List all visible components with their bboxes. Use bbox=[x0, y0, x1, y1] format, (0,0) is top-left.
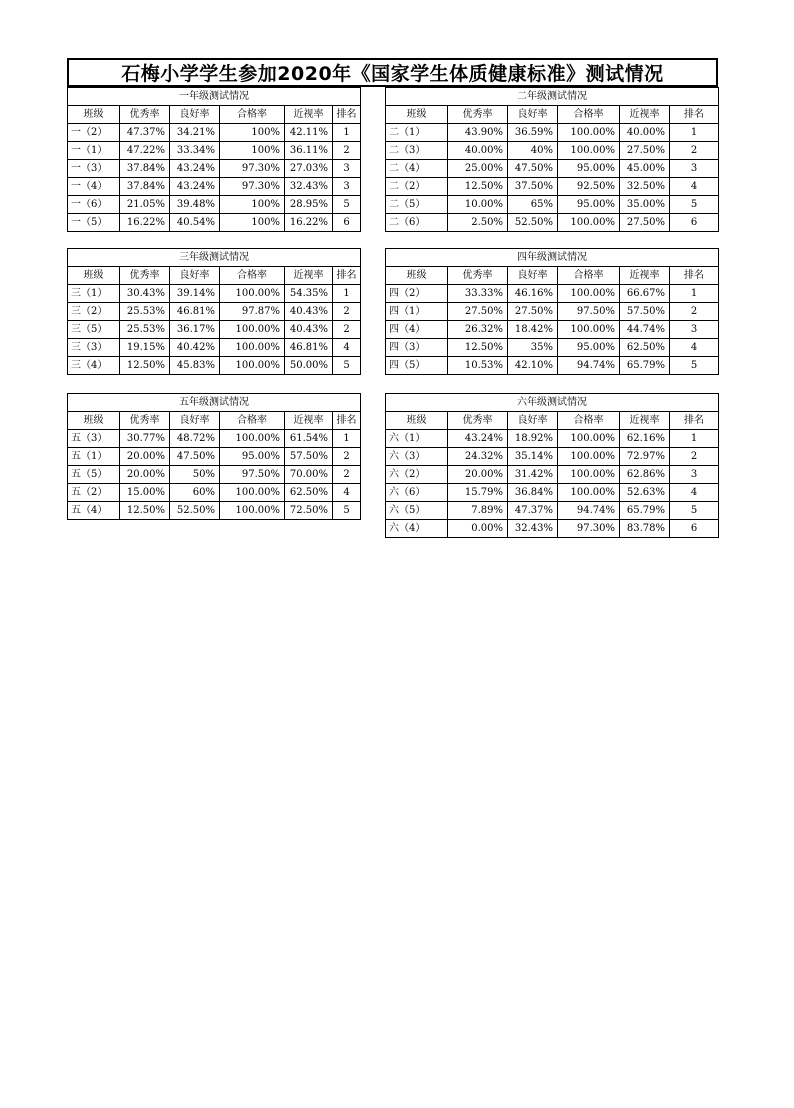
rate-cell: 94.74% bbox=[558, 502, 620, 520]
rate-cell: 25.00% bbox=[448, 160, 508, 178]
rate-cell: 62.50% bbox=[620, 339, 670, 357]
rate-cell: 57.50% bbox=[620, 303, 670, 321]
table-row bbox=[386, 124, 719, 142]
rank-cell: 2 bbox=[333, 321, 361, 339]
rate-cell: 45.00% bbox=[620, 160, 670, 178]
rate-cell: 62.16% bbox=[620, 430, 670, 448]
column-header: 优秀率 bbox=[120, 106, 170, 124]
rank-cell: 1 bbox=[670, 124, 719, 142]
table-row bbox=[68, 196, 361, 214]
class-cell: 四（2） bbox=[386, 285, 448, 303]
rate-cell: 52.50% bbox=[508, 214, 558, 232]
class-cell: 四（1） bbox=[386, 303, 448, 321]
rate-cell: 47.22% bbox=[120, 142, 170, 160]
class-cell: 六（2） bbox=[386, 466, 448, 484]
column-header: 班级 bbox=[386, 267, 448, 285]
column-header: 良好率 bbox=[170, 412, 220, 430]
rate-cell: 43.90% bbox=[448, 124, 508, 142]
rate-cell: 50.00% bbox=[285, 357, 333, 375]
class-cell: 三（2） bbox=[68, 303, 120, 321]
rate-cell: 50% bbox=[170, 466, 220, 484]
table-caption: 四年级测试情况 bbox=[386, 249, 719, 267]
rate-cell: 65.79% bbox=[620, 357, 670, 375]
rate-cell: 35.14% bbox=[508, 448, 558, 466]
class-cell: 二（3） bbox=[386, 142, 448, 160]
column-header: 班级 bbox=[68, 106, 120, 124]
rate-cell: 66.67% bbox=[620, 285, 670, 303]
rate-cell: 100.00% bbox=[558, 285, 620, 303]
table-row bbox=[68, 214, 361, 232]
rate-cell: 72.50% bbox=[285, 502, 333, 520]
rate-cell: 27.50% bbox=[620, 214, 670, 232]
class-cell: 五（3） bbox=[68, 430, 120, 448]
class-cell: 六（3） bbox=[386, 448, 448, 466]
column-header: 合格率 bbox=[558, 267, 620, 285]
rate-cell: 36.59% bbox=[508, 124, 558, 142]
rate-cell: 100.00% bbox=[558, 448, 620, 466]
rate-cell: 36.17% bbox=[170, 321, 220, 339]
rank-cell: 2 bbox=[670, 448, 719, 466]
column-header: 近视率 bbox=[620, 106, 670, 124]
grade-6-table bbox=[385, 393, 719, 538]
class-cell: 五（1） bbox=[68, 448, 120, 466]
rank-cell: 4 bbox=[670, 484, 719, 502]
class-cell: 三（4） bbox=[68, 357, 120, 375]
rate-cell: 12.50% bbox=[448, 339, 508, 357]
table-row bbox=[386, 321, 719, 339]
column-header: 排名 bbox=[670, 412, 719, 430]
class-cell: 二（6） bbox=[386, 214, 448, 232]
rate-cell: 62.50% bbox=[285, 484, 333, 502]
rate-cell: 40.43% bbox=[285, 303, 333, 321]
rate-cell: 43.24% bbox=[170, 178, 220, 196]
rank-cell: 5 bbox=[333, 502, 361, 520]
rate-cell: 35% bbox=[508, 339, 558, 357]
table-caption: 二年级测试情况 bbox=[386, 88, 719, 106]
class-cell: 六（4） bbox=[386, 520, 448, 538]
rate-cell: 40.00% bbox=[620, 124, 670, 142]
rank-cell: 3 bbox=[670, 160, 719, 178]
rate-cell: 65.79% bbox=[620, 502, 670, 520]
rate-cell: 20.00% bbox=[448, 466, 508, 484]
column-header: 近视率 bbox=[285, 267, 333, 285]
rate-cell: 35.00% bbox=[620, 196, 670, 214]
class-cell: 一（2） bbox=[68, 124, 120, 142]
table-row bbox=[68, 285, 361, 303]
column-header: 优秀率 bbox=[120, 412, 170, 430]
column-header: 排名 bbox=[670, 267, 719, 285]
rate-cell: 70.00% bbox=[285, 466, 333, 484]
rate-cell: 43.24% bbox=[448, 430, 508, 448]
header-row bbox=[68, 106, 361, 124]
rank-cell: 2 bbox=[333, 142, 361, 160]
column-header: 近视率 bbox=[285, 106, 333, 124]
table-row bbox=[68, 448, 361, 466]
rate-cell: 48.72% bbox=[170, 430, 220, 448]
rate-cell: 100.00% bbox=[220, 321, 285, 339]
column-header: 班级 bbox=[386, 412, 448, 430]
table-row bbox=[386, 520, 719, 538]
table-row bbox=[386, 160, 719, 178]
rank-cell: 1 bbox=[333, 430, 361, 448]
rate-cell: 21.05% bbox=[120, 196, 170, 214]
rate-cell: 40.43% bbox=[285, 321, 333, 339]
rate-cell: 47.37% bbox=[508, 502, 558, 520]
rate-cell: 30.43% bbox=[120, 285, 170, 303]
table-row bbox=[386, 484, 719, 502]
rank-cell: 4 bbox=[670, 339, 719, 357]
column-header: 良好率 bbox=[170, 106, 220, 124]
rate-cell: 95.00% bbox=[558, 196, 620, 214]
table-row bbox=[68, 303, 361, 321]
grade-5-table bbox=[67, 393, 361, 520]
rate-cell: 100.00% bbox=[220, 430, 285, 448]
rate-cell: 94.74% bbox=[558, 357, 620, 375]
rank-cell: 5 bbox=[333, 196, 361, 214]
rank-cell: 6 bbox=[333, 214, 361, 232]
class-cell: 四（5） bbox=[386, 357, 448, 375]
column-header: 合格率 bbox=[558, 412, 620, 430]
table-row bbox=[68, 466, 361, 484]
class-cell: 三（5） bbox=[68, 321, 120, 339]
column-header: 排名 bbox=[333, 412, 361, 430]
rate-cell: 46.81% bbox=[170, 303, 220, 321]
class-cell: 一（3） bbox=[68, 160, 120, 178]
column-header: 近视率 bbox=[620, 267, 670, 285]
rank-cell: 5 bbox=[670, 196, 719, 214]
rank-cell: 3 bbox=[333, 178, 361, 196]
column-header: 排名 bbox=[333, 267, 361, 285]
rate-cell: 16.22% bbox=[120, 214, 170, 232]
rate-cell: 37.50% bbox=[508, 178, 558, 196]
class-cell: 三（1） bbox=[68, 285, 120, 303]
rate-cell: 36.11% bbox=[285, 142, 333, 160]
table-row bbox=[386, 466, 719, 484]
rate-cell: 40.42% bbox=[170, 339, 220, 357]
rate-cell: 62.86% bbox=[620, 466, 670, 484]
rate-cell: 2.50% bbox=[448, 214, 508, 232]
rate-cell: 100.00% bbox=[220, 339, 285, 357]
rank-cell: 6 bbox=[670, 520, 719, 538]
rank-cell: 5 bbox=[670, 502, 719, 520]
rate-cell: 72.97% bbox=[620, 448, 670, 466]
column-header: 合格率 bbox=[220, 106, 285, 124]
table-row bbox=[68, 178, 361, 196]
column-header: 优秀率 bbox=[448, 267, 508, 285]
table-caption: 五年级测试情况 bbox=[68, 394, 361, 412]
rate-cell: 97.30% bbox=[220, 160, 285, 178]
rate-cell: 32.43% bbox=[508, 520, 558, 538]
table-row bbox=[386, 142, 719, 160]
table-row bbox=[68, 339, 361, 357]
grade-4-table bbox=[385, 248, 719, 375]
table-row bbox=[68, 124, 361, 142]
rate-cell: 7.89% bbox=[448, 502, 508, 520]
header-row bbox=[68, 267, 361, 285]
column-header: 优秀率 bbox=[448, 412, 508, 430]
rank-cell: 3 bbox=[670, 321, 719, 339]
rate-cell: 18.42% bbox=[508, 321, 558, 339]
rate-cell: 92.50% bbox=[558, 178, 620, 196]
rate-cell: 95.00% bbox=[220, 448, 285, 466]
rate-cell: 15.00% bbox=[120, 484, 170, 502]
rate-cell: 27.03% bbox=[285, 160, 333, 178]
rank-cell: 1 bbox=[670, 285, 719, 303]
rate-cell: 20.00% bbox=[120, 466, 170, 484]
column-header: 良好率 bbox=[508, 267, 558, 285]
rate-cell: 52.50% bbox=[170, 502, 220, 520]
column-header: 合格率 bbox=[558, 106, 620, 124]
rate-cell: 95.00% bbox=[558, 160, 620, 178]
rate-cell: 42.10% bbox=[508, 357, 558, 375]
rate-cell: 100% bbox=[220, 196, 285, 214]
table-row bbox=[386, 502, 719, 520]
rate-cell: 46.16% bbox=[508, 285, 558, 303]
column-header: 近视率 bbox=[620, 412, 670, 430]
column-header: 合格率 bbox=[220, 412, 285, 430]
rate-cell: 32.43% bbox=[285, 178, 333, 196]
header-row bbox=[386, 412, 719, 430]
grade-2-table bbox=[385, 87, 719, 232]
rate-cell: 100.00% bbox=[220, 484, 285, 502]
rank-cell: 4 bbox=[333, 339, 361, 357]
rank-cell: 2 bbox=[670, 303, 719, 321]
rank-cell: 4 bbox=[670, 178, 719, 196]
column-header: 合格率 bbox=[220, 267, 285, 285]
table-row bbox=[68, 430, 361, 448]
rate-cell: 10.53% bbox=[448, 357, 508, 375]
rate-cell: 34.21% bbox=[170, 124, 220, 142]
class-cell: 六（5） bbox=[386, 502, 448, 520]
rate-cell: 33.33% bbox=[448, 285, 508, 303]
class-cell: 二（5） bbox=[386, 196, 448, 214]
rate-cell: 27.50% bbox=[508, 303, 558, 321]
rate-cell: 39.48% bbox=[170, 196, 220, 214]
rank-cell: 2 bbox=[333, 448, 361, 466]
rate-cell: 100.00% bbox=[220, 285, 285, 303]
rate-cell: 47.37% bbox=[120, 124, 170, 142]
rank-cell: 1 bbox=[670, 430, 719, 448]
class-cell: 三（3） bbox=[68, 339, 120, 357]
rank-cell: 2 bbox=[333, 466, 361, 484]
table-row bbox=[68, 484, 361, 502]
column-header: 班级 bbox=[68, 412, 120, 430]
rate-cell: 18.92% bbox=[508, 430, 558, 448]
rank-cell: 4 bbox=[333, 484, 361, 502]
rate-cell: 40% bbox=[508, 142, 558, 160]
column-header: 排名 bbox=[333, 106, 361, 124]
table-row bbox=[386, 303, 719, 321]
rate-cell: 97.30% bbox=[220, 178, 285, 196]
rate-cell: 52.63% bbox=[620, 484, 670, 502]
rate-cell: 12.50% bbox=[120, 357, 170, 375]
header-row bbox=[386, 267, 719, 285]
rate-cell: 95.00% bbox=[558, 339, 620, 357]
class-cell: 五（4） bbox=[68, 502, 120, 520]
table-caption: 一年级测试情况 bbox=[68, 88, 361, 106]
rate-cell: 47.50% bbox=[170, 448, 220, 466]
class-cell: 一（6） bbox=[68, 196, 120, 214]
class-cell: 一（5） bbox=[68, 214, 120, 232]
table-row bbox=[68, 502, 361, 520]
rate-cell: 45.83% bbox=[170, 357, 220, 375]
rate-cell: 30.77% bbox=[120, 430, 170, 448]
rate-cell: 65% bbox=[508, 196, 558, 214]
table-row bbox=[386, 339, 719, 357]
header-row bbox=[386, 106, 719, 124]
rate-cell: 100% bbox=[220, 142, 285, 160]
rank-cell: 5 bbox=[333, 357, 361, 375]
rate-cell: 39.14% bbox=[170, 285, 220, 303]
rate-cell: 100.00% bbox=[558, 484, 620, 502]
column-header: 优秀率 bbox=[120, 267, 170, 285]
rate-cell: 97.50% bbox=[220, 466, 285, 484]
rate-cell: 97.50% bbox=[558, 303, 620, 321]
rank-cell: 5 bbox=[670, 357, 719, 375]
rate-cell: 25.53% bbox=[120, 303, 170, 321]
rate-cell: 100.00% bbox=[558, 321, 620, 339]
rate-cell: 100.00% bbox=[558, 466, 620, 484]
grade-3-table bbox=[67, 248, 361, 375]
page-title: 石梅小学学生参加2020年《国家学生体质健康标准》测试情况 bbox=[67, 58, 718, 87]
rate-cell: 40.54% bbox=[170, 214, 220, 232]
rate-cell: 26.32% bbox=[448, 321, 508, 339]
table-row bbox=[386, 357, 719, 375]
rate-cell: 97.87% bbox=[220, 303, 285, 321]
rate-cell: 100.00% bbox=[558, 142, 620, 160]
rate-cell: 37.84% bbox=[120, 178, 170, 196]
class-cell: 二（2） bbox=[386, 178, 448, 196]
column-header: 近视率 bbox=[285, 412, 333, 430]
rate-cell: 37.84% bbox=[120, 160, 170, 178]
rate-cell: 100% bbox=[220, 214, 285, 232]
class-cell: 一（1） bbox=[68, 142, 120, 160]
rate-cell: 27.50% bbox=[620, 142, 670, 160]
class-cell: 五（2） bbox=[68, 484, 120, 502]
rate-cell: 12.50% bbox=[448, 178, 508, 196]
rank-cell: 1 bbox=[333, 285, 361, 303]
rank-cell: 3 bbox=[670, 466, 719, 484]
rate-cell: 57.50% bbox=[285, 448, 333, 466]
rate-cell: 47.50% bbox=[508, 160, 558, 178]
class-cell: 四（3） bbox=[386, 339, 448, 357]
rate-cell: 100.00% bbox=[220, 357, 285, 375]
column-header: 班级 bbox=[68, 267, 120, 285]
rate-cell: 24.32% bbox=[448, 448, 508, 466]
rate-cell: 42.11% bbox=[285, 124, 333, 142]
rank-cell: 6 bbox=[670, 214, 719, 232]
rate-cell: 10.00% bbox=[448, 196, 508, 214]
rate-cell: 100.00% bbox=[220, 502, 285, 520]
table-row bbox=[386, 178, 719, 196]
table-row bbox=[68, 160, 361, 178]
rate-cell: 15.79% bbox=[448, 484, 508, 502]
rate-cell: 16.22% bbox=[285, 214, 333, 232]
rate-cell: 0.00% bbox=[448, 520, 508, 538]
column-header: 优秀率 bbox=[448, 106, 508, 124]
rate-cell: 28.95% bbox=[285, 196, 333, 214]
class-cell: 五（5） bbox=[68, 466, 120, 484]
rate-cell: 44.74% bbox=[620, 321, 670, 339]
column-header: 排名 bbox=[670, 106, 719, 124]
header-row bbox=[68, 412, 361, 430]
table-caption: 三年级测试情况 bbox=[68, 249, 361, 267]
table-caption: 六年级测试情况 bbox=[386, 394, 719, 412]
rank-cell: 2 bbox=[670, 142, 719, 160]
rate-cell: 60% bbox=[170, 484, 220, 502]
grade-1-table bbox=[67, 87, 361, 232]
rate-cell: 33.34% bbox=[170, 142, 220, 160]
table-row bbox=[386, 214, 719, 232]
table-row bbox=[386, 448, 719, 466]
rate-cell: 36.84% bbox=[508, 484, 558, 502]
table-row bbox=[68, 142, 361, 160]
class-cell: 二（4） bbox=[386, 160, 448, 178]
class-cell: 四（4） bbox=[386, 321, 448, 339]
table-row bbox=[386, 196, 719, 214]
rate-cell: 19.15% bbox=[120, 339, 170, 357]
rate-cell: 83.78% bbox=[620, 520, 670, 538]
rate-cell: 43.24% bbox=[170, 160, 220, 178]
rate-cell: 100.00% bbox=[558, 430, 620, 448]
rank-cell: 2 bbox=[333, 303, 361, 321]
rate-cell: 20.00% bbox=[120, 448, 170, 466]
rate-cell: 97.30% bbox=[558, 520, 620, 538]
class-cell: 六（1） bbox=[386, 430, 448, 448]
column-header: 良好率 bbox=[170, 267, 220, 285]
rate-cell: 40.00% bbox=[448, 142, 508, 160]
rate-cell: 25.53% bbox=[120, 321, 170, 339]
table-row bbox=[386, 285, 719, 303]
class-cell: 二（1） bbox=[386, 124, 448, 142]
rate-cell: 100% bbox=[220, 124, 285, 142]
rate-cell: 100.00% bbox=[558, 214, 620, 232]
column-header: 良好率 bbox=[508, 106, 558, 124]
table-row bbox=[386, 430, 719, 448]
rank-cell: 3 bbox=[333, 160, 361, 178]
column-header: 班级 bbox=[386, 106, 448, 124]
table-row bbox=[68, 321, 361, 339]
rate-cell: 27.50% bbox=[448, 303, 508, 321]
column-header: 良好率 bbox=[508, 412, 558, 430]
class-cell: 六（6） bbox=[386, 484, 448, 502]
rate-cell: 32.50% bbox=[620, 178, 670, 196]
rate-cell: 12.50% bbox=[120, 502, 170, 520]
rate-cell: 61.54% bbox=[285, 430, 333, 448]
table-row bbox=[68, 357, 361, 375]
rate-cell: 54.35% bbox=[285, 285, 333, 303]
rate-cell: 31.42% bbox=[508, 466, 558, 484]
class-cell: 一（4） bbox=[68, 178, 120, 196]
rank-cell: 1 bbox=[333, 124, 361, 142]
rate-cell: 100.00% bbox=[558, 124, 620, 142]
rate-cell: 46.81% bbox=[285, 339, 333, 357]
